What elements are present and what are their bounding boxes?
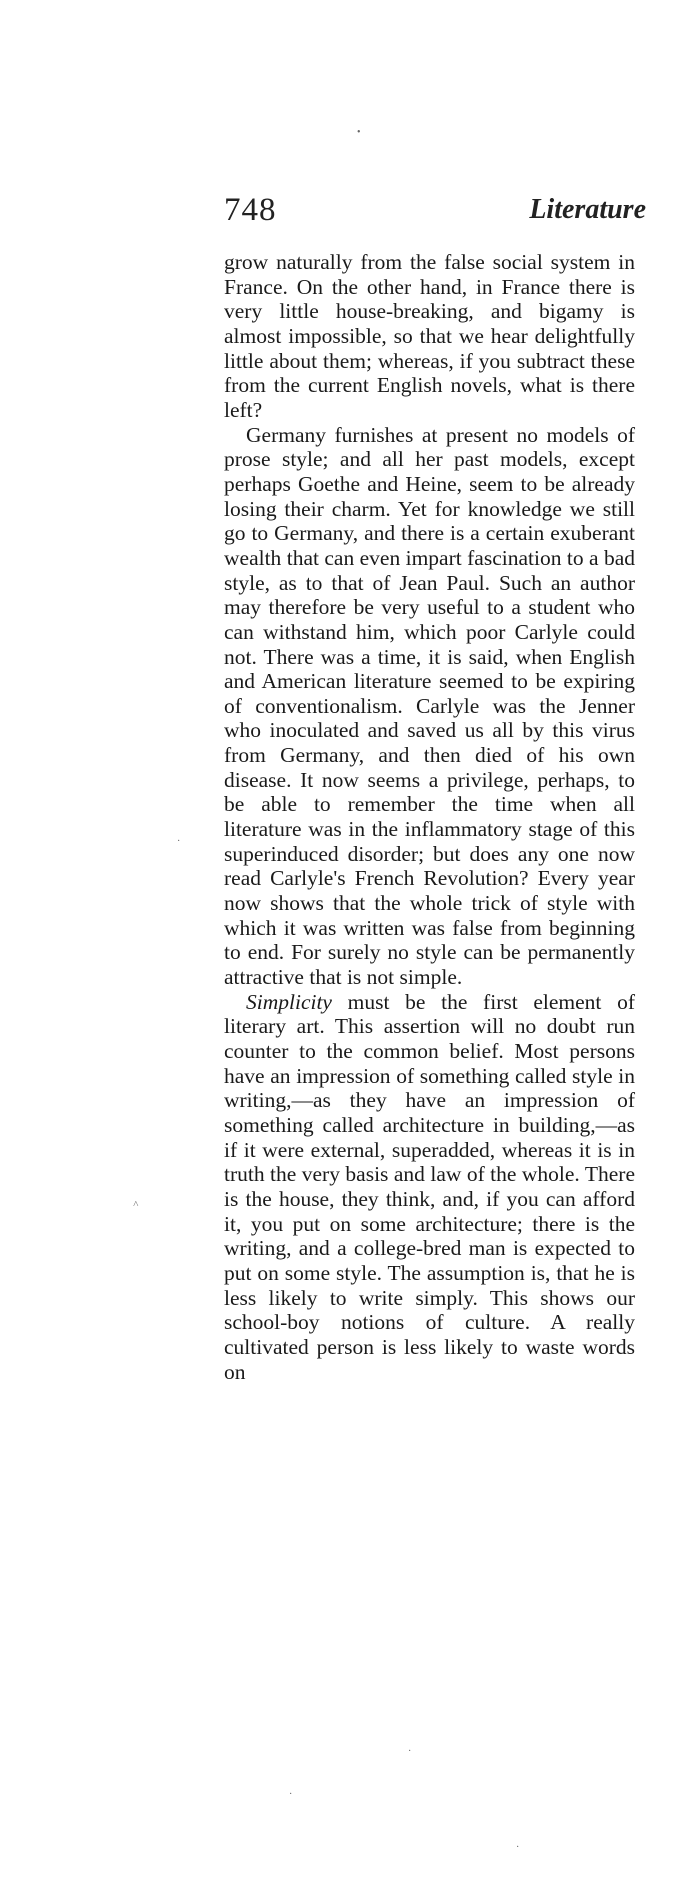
paragraph-text: must be the first element of literary art. This assertion will no doubt run counter to the common belief. Most persons have an impression of something called style in writing,—as they have an impression of something called architecture in building,—as if it were external, superadded, whereas it is in truth the very basis and law of the whole. There is the house, they think, and, if you can afford it, you put on some architecture; there is the writing, and a college-bred man is expected to put on some style. The assumption is, that he is less likely to write simply. This shows our school-boy notions of culture. A really cultivated person is less likely to waste words on xyxy=(224,989,635,1384)
print-speck-mark: ˄ xyxy=(133,1199,139,1210)
paragraph-text: Germany furnishes at present no models of prose style; and all her past models, except perhaps Goethe and Heine, seem to be already losing their charm. Yet for knowledge we still go to Germany, and there is a certain exuberant wealth that can even impart fascination to a bad style, as to that of Jean Paul. Such an author may therefore be very useful to a student who can withstand him, which poor Carlyle could not. There was a time, it is said, when English and American literature seemed to be expiring of conventionalism. Carlyle was the Jenner who inoculated and saved us all by this virus from Germany, and then died of his own disease. It now seems a privilege, perhaps, to be able to remember the time when all literature was in the inflammatory stage of this superinduced disorder; but does any one now read Carlyle's French Revolution? Every year now shows that the whole trick of style with which it was written was false from beginning to end. For surely no style can be permanently attractive that is not simple. xyxy=(224,422,635,990)
print-speck-mark: · xyxy=(177,836,181,847)
body-text xyxy=(224,250,635,1384)
page-header xyxy=(224,192,646,236)
paragraph xyxy=(224,250,635,423)
paragraph xyxy=(224,990,635,1385)
italic-lead-word: Simplicity xyxy=(246,989,332,1014)
print-speck-mark: · xyxy=(289,1789,293,1800)
running-head: Literature xyxy=(529,194,646,225)
print-speck-mark: • xyxy=(357,127,361,138)
print-speck-mark: · xyxy=(516,1842,520,1853)
paragraph-text: grow naturally from the false social system in France. On the other hand, in France there is very little house-breaking, and bigamy is almost impossible, so that we hear delightfully little about them; whereas, if you subtract these from the current English novels, what is there left? xyxy=(224,250,635,422)
page-number: 748 xyxy=(224,192,277,228)
print-speck-mark: · xyxy=(408,1746,412,1757)
paragraph xyxy=(224,423,635,990)
